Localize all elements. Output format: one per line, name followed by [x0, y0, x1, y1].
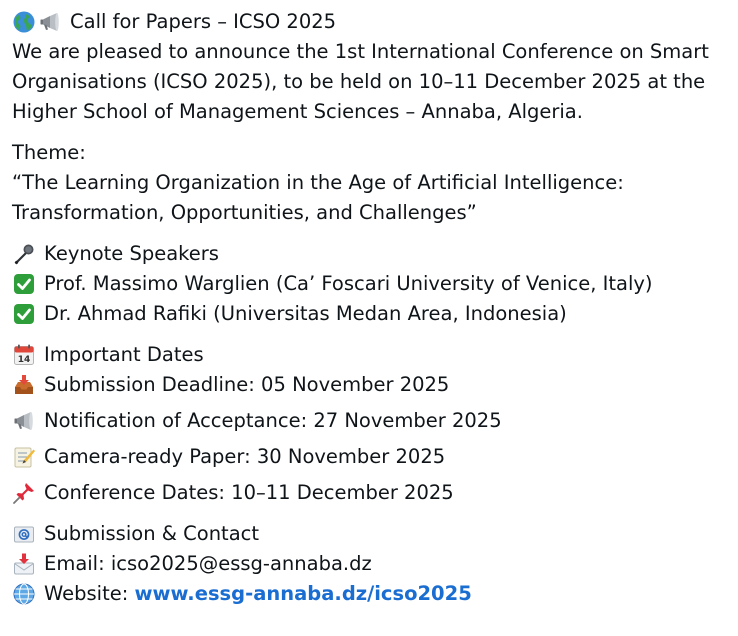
date-item [12, 442, 732, 472]
keynote-heading: Keynote Speakers [44, 242, 219, 265]
intro-paragraph: We are pleased to announce the 1st International Conference on Smart Organisations (ICSO 2025), to be held on 10–11 December 2025 at the Higher School of Management Sciences – Annaba, Algeria. [12, 40, 709, 123]
speaker-item [12, 269, 732, 299]
date-text: Notification of Acceptance: 27 November 2025 [44, 409, 502, 432]
dates-heading: Important Dates [44, 343, 204, 366]
pushpin-icon [12, 481, 36, 505]
memo-icon [12, 445, 36, 469]
date-item [12, 370, 732, 400]
contact-heading: Submission & Contact [44, 522, 260, 545]
megaphone-icon [12, 409, 36, 433]
theme-text: “The Learning Organization in the Age of Artificial Intelligence: Transformation, Opportunities, and Challenges” [12, 171, 624, 224]
email-line [12, 549, 732, 579]
globe-icon [12, 10, 36, 34]
date-text: Submission Deadline: 05 November 2025 [44, 373, 450, 396]
theme-label: Theme: [12, 141, 86, 164]
speaker-item [12, 299, 732, 329]
speaker-name: Prof. Massimo Warglien (Ca’ Foscari University of Venice, Italy) [44, 272, 653, 295]
at-sign-envelope-icon [12, 522, 36, 546]
inbox-tray-icon [12, 373, 36, 397]
speaker-name: Dr. Ahmad Rafiki (Universitas Medan Area, Indonesia) [44, 302, 567, 325]
megaphone-icon [38, 10, 62, 34]
website-line [12, 579, 732, 609]
website-label: Website: [44, 582, 135, 605]
incoming-mail-icon [12, 552, 36, 576]
post-content [12, 7, 732, 609]
dates-heading-line [12, 340, 732, 370]
microphone-icon [12, 242, 36, 266]
contact-heading-line [12, 519, 732, 549]
post-title: Call for Papers – ICSO 2025 [70, 10, 337, 33]
check-mark-icon [12, 272, 36, 296]
email-text: Email: icso2025@essg-annaba.dz [44, 552, 372, 575]
website-link[interactable]: www.essg-annaba.dz/icso2025 [134, 582, 472, 605]
date-item [12, 478, 732, 508]
keynote-heading-line [12, 239, 732, 269]
date-text: Conference Dates: 10–11 December 2025 [44, 481, 454, 504]
date-text: Camera-ready Paper: 30 November 2025 [44, 445, 446, 468]
web-globe-icon [12, 582, 36, 606]
calendar-icon [12, 343, 36, 367]
date-item [12, 406, 732, 436]
svg-text:14: 14 [17, 355, 31, 365]
post-title-line [12, 7, 732, 37]
check-mark-icon [12, 302, 36, 326]
